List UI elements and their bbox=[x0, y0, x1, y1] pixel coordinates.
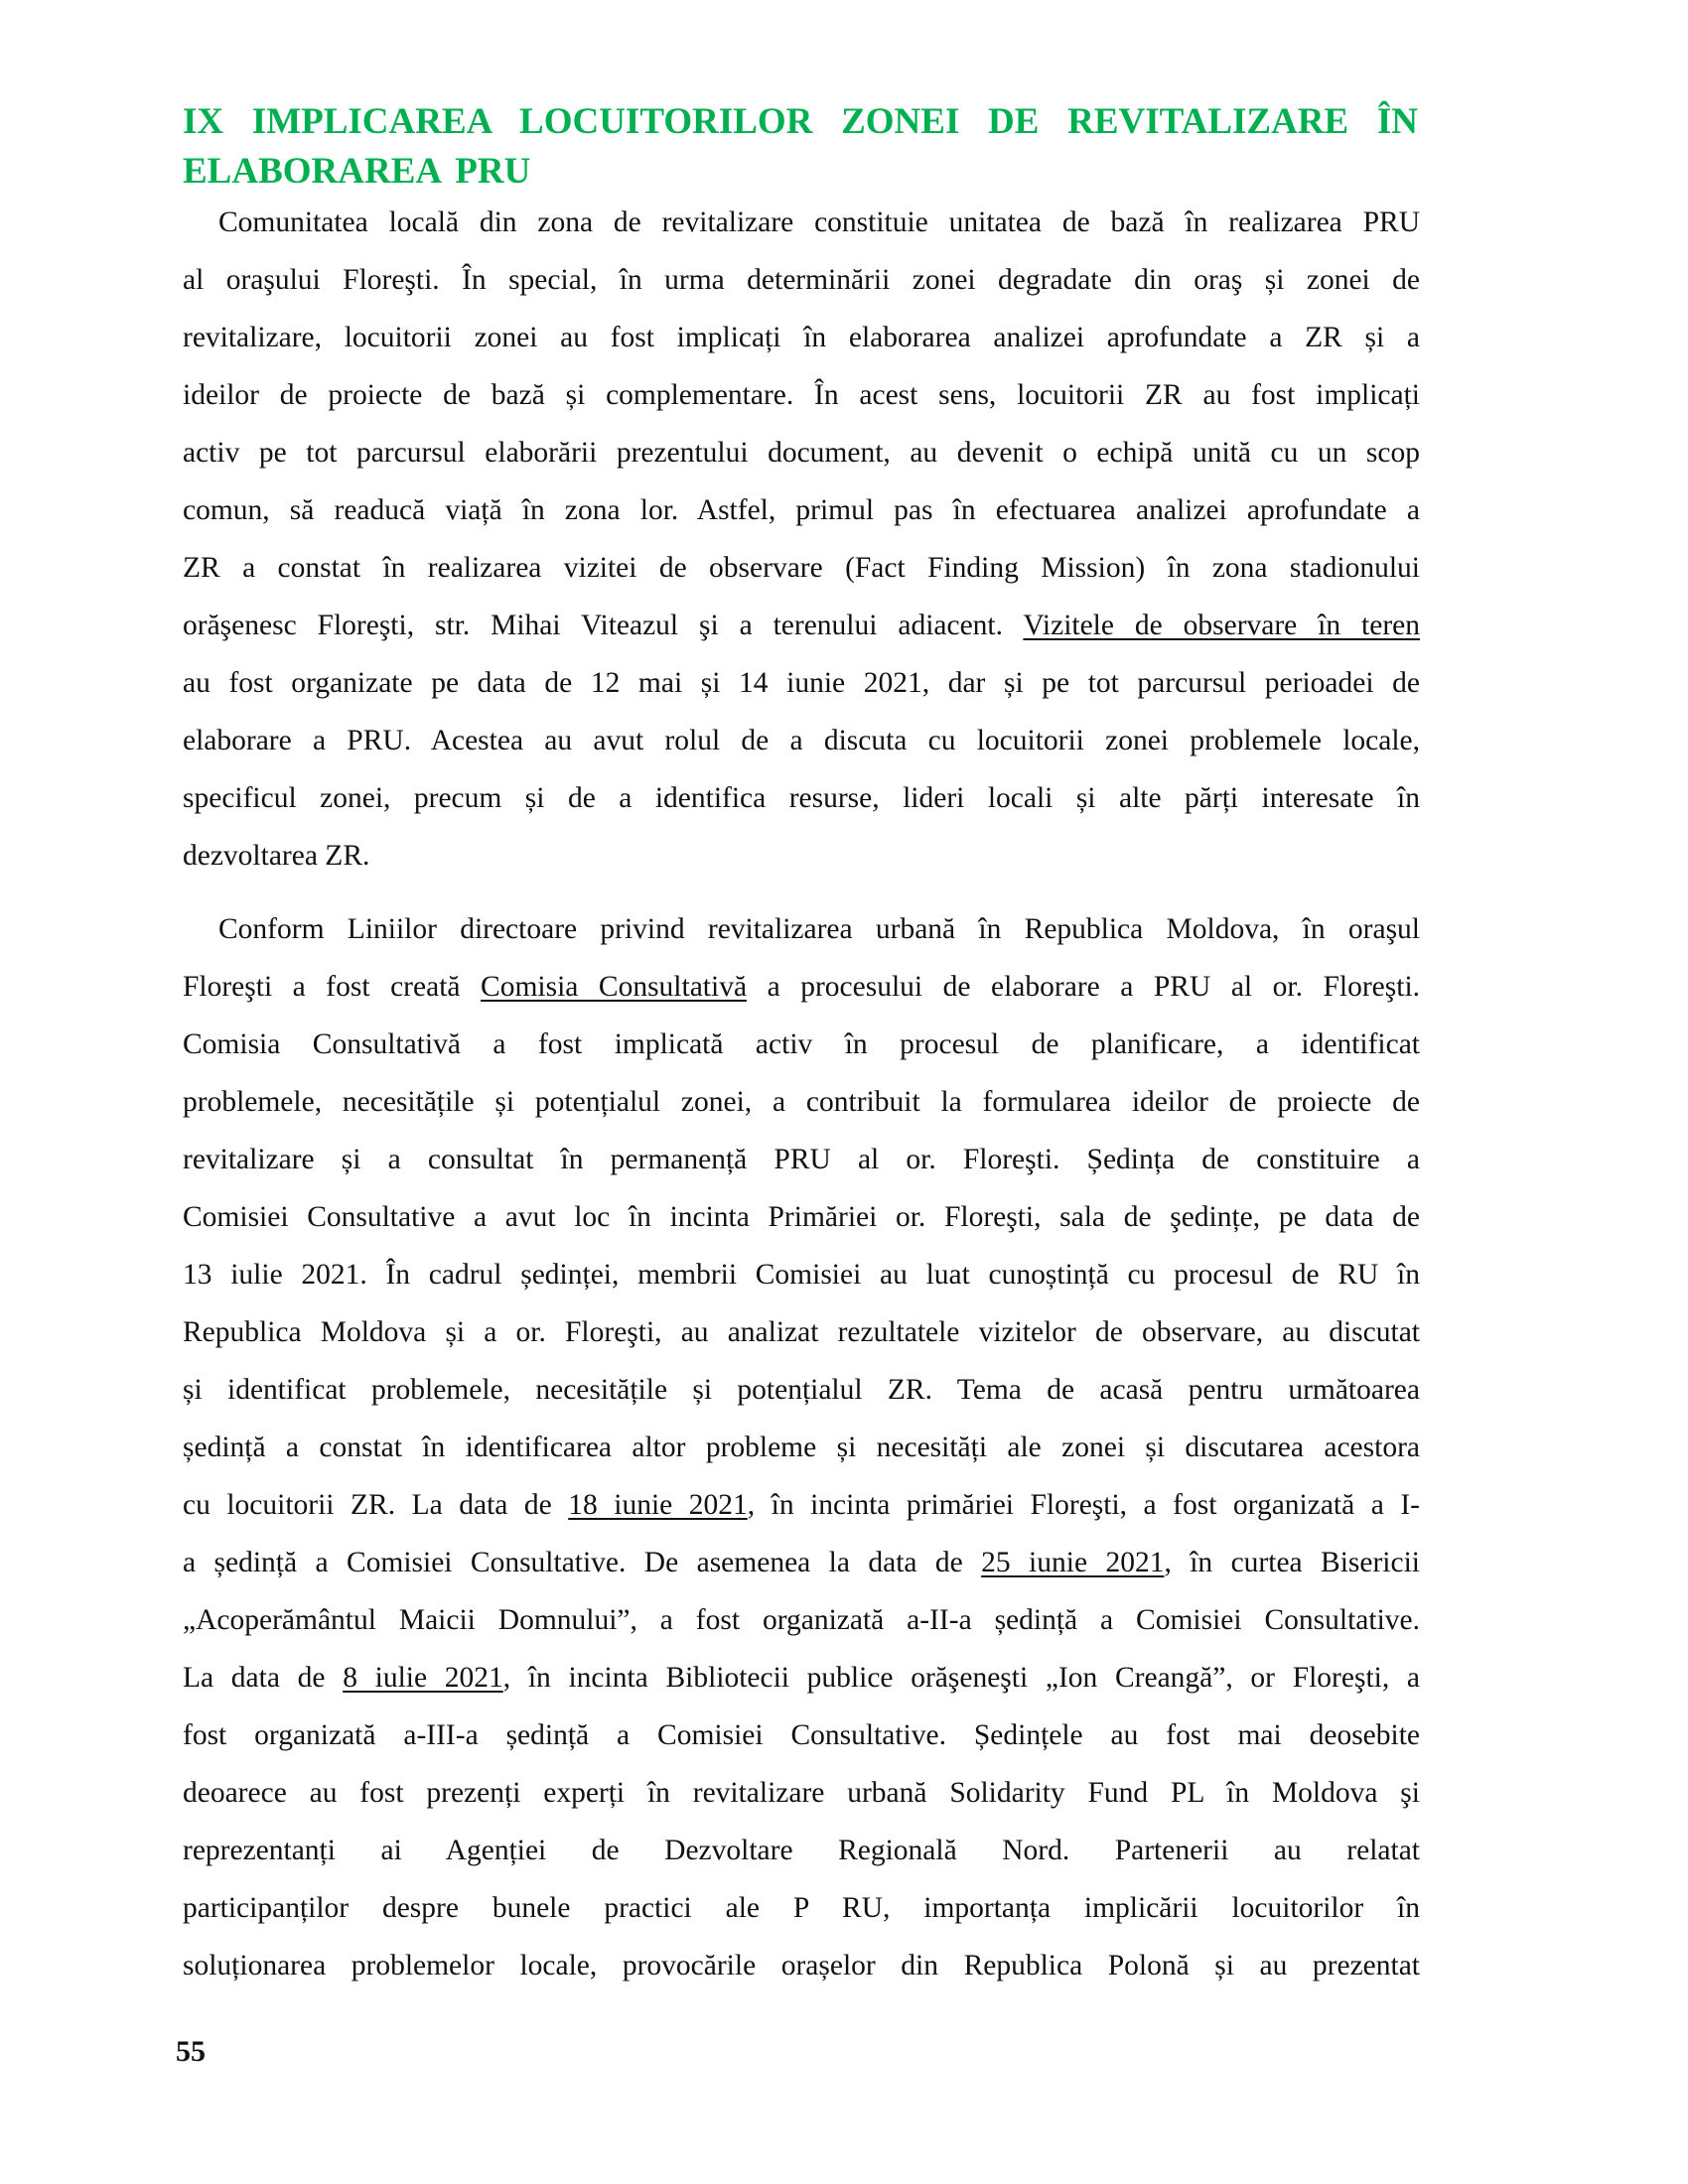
text-line: au fost organizate pe data de 12 mai și 14 iunie 2021, dar și pe tot parcursul perioadei de bbox=[183, 667, 1420, 699]
underlined-phrase-commission: Comisia Consultativă bbox=[481, 971, 748, 1003]
text-fragment: a procesului de elaborare a PRU al or. Floreşti. bbox=[767, 971, 1421, 1003]
text-line: dezvoltarea ZR. bbox=[183, 840, 370, 872]
text-line: activ pe tot parcursul elaborării prezentului document, au devenit o echipă unită cu un scop bbox=[183, 437, 1420, 469]
page-number: 55 bbox=[176, 2035, 206, 2068]
text-line: Conform Liniilor directoare privind revitalizarea urbană în Republica Moldova, în oraşul bbox=[218, 913, 1420, 945]
underlined-date-8-july: 8 iulie 2021 bbox=[343, 1662, 503, 1694]
underlined-date-18-june: 18 iunie 2021 bbox=[568, 1489, 748, 1521]
paragraph-consultative-commission bbox=[183, 900, 1420, 1994]
text-line: deoarece au fost prezenți experți în revitalizare urbană Solidarity Fund PL în Moldova şi bbox=[183, 1777, 1420, 1809]
text-fragment: , în incinta Bibliotecii publice orăşeneşti „Ion Creangă”, or Floreşti, a bbox=[502, 1662, 1420, 1694]
text-fragment: Floreşti a fost creată bbox=[183, 971, 461, 1003]
text-fragment: a ședință a Comisiei Consultative. De asemenea la data de bbox=[183, 1547, 963, 1578]
section-heading bbox=[183, 97, 1418, 197]
text-line: revitalizare și a consultat în permanență PRU al or. Floreşti. Ședința de constituire a bbox=[183, 1144, 1420, 1175]
text-line: problemele, necesitățile și potențialul zonei, a contribuit la formularea ideilor de proiecte de bbox=[183, 1086, 1420, 1118]
text-line: reprezentanți ai Agenției de Dezvoltare Regională Nord. Partenerii au relatat bbox=[183, 1835, 1420, 1866]
heading-line-2: ELABORAREA PRU bbox=[183, 151, 531, 192]
text-line: participanților despre bunele practici ale P RU, importanța implicării locuitorilor în bbox=[183, 1892, 1420, 1924]
text-line: Comunitatea locală din zona de revitalizare constituie unitatea de bază în realizarea PRU bbox=[218, 206, 1420, 238]
text-fragment: cu locuitorii ZR. La data de bbox=[183, 1489, 552, 1521]
text-fragment: La data de bbox=[183, 1662, 326, 1694]
text-line: ședință a constat în identificarea altor probleme și necesități ale zonei și discutarea acestora bbox=[183, 1432, 1420, 1463]
underlined-date-25-june: 25 iunie 2021 bbox=[981, 1547, 1165, 1578]
text-line: al oraşului Floreşti. În special, în urma determinării zonei degradate din oraş și zonei de bbox=[183, 264, 1420, 296]
text-line bbox=[183, 597, 1420, 654]
text-line bbox=[183, 958, 1420, 1016]
text-line: ZR a constat în realizarea vizitei de observare (Fact Finding Mission) în zona stadionului bbox=[183, 552, 1420, 584]
text-fragment: , în curtea Bisericii bbox=[1164, 1547, 1420, 1578]
text-line: „Acoperământul Maicii Domnului”, a fost organizată a-II-a ședință a Comisiei Consultative. bbox=[183, 1604, 1420, 1636]
text-line: Comisiei Consultative a avut loc în incinta Primăriei or. Floreşti, sala de şedințe, pe data de bbox=[183, 1201, 1420, 1233]
text-line: revitalizare, locuitorii zonei au fost implicați în elaborarea analizei aprofundate a ZR și a bbox=[183, 322, 1420, 353]
text-line: 13 iulie 2021. În cadrul ședinței, membrii Comisiei au luat cunoștință cu procesul de RU în bbox=[183, 1259, 1420, 1291]
text-line: fost organizată a-III-a ședință a Comisiei Consultative. Ședințele au fost mai deosebite bbox=[183, 1719, 1420, 1751]
text-line: Republica Moldova și a or. Floreşti, au analizat rezultatele vizitelor de observare, au discutat bbox=[183, 1316, 1420, 1348]
text-line: soluționarea problemelor locale, provocările orașelor din Republica Polonă și au prezentat bbox=[183, 1950, 1420, 1981]
underlined-phrase-field-visits: Vizitele de observare în teren bbox=[1023, 610, 1420, 641]
text-line bbox=[183, 1534, 1420, 1591]
text-fragment: orăşenesc Floreşti, str. Mihai Viteazul şi a terenului adiacent. bbox=[183, 610, 1003, 641]
text-line: elaborare a PRU. Acestea au avut rolul de a discuta cu locuitorii zonei problemele locale, bbox=[183, 725, 1420, 756]
text-line bbox=[183, 1476, 1420, 1534]
text-line: și identificat problemele, necesitățile și potențialul ZR. Tema de acasă pentru următoarea bbox=[183, 1374, 1420, 1406]
text-line: specificul zonei, precum și de a identifica resurse, lideri locali și alte părți interesate în bbox=[183, 782, 1420, 814]
text-line bbox=[183, 1649, 1420, 1706]
text-line: ideilor de proiecte de bază și complementare. În acest sens, locuitorii ZR au fost implicați bbox=[183, 379, 1420, 411]
heading-line-1: IX IMPLICAREA LOCUITORILOR ZONEI DE REVITALIZARE ÎN bbox=[183, 101, 1418, 142]
text-line: Comisia Consultativă a fost implicată activ în procesul de planificare, a identificat bbox=[183, 1028, 1420, 1060]
text-line: comun, să readucă viață în zona lor. Astfel, primul pas în efectuarea analizei aprofundate a bbox=[183, 494, 1420, 526]
paragraph-community-involvement bbox=[183, 194, 1420, 885]
text-fragment: , în incinta primăriei Floreşti, a fost organizată a I- bbox=[747, 1489, 1420, 1521]
